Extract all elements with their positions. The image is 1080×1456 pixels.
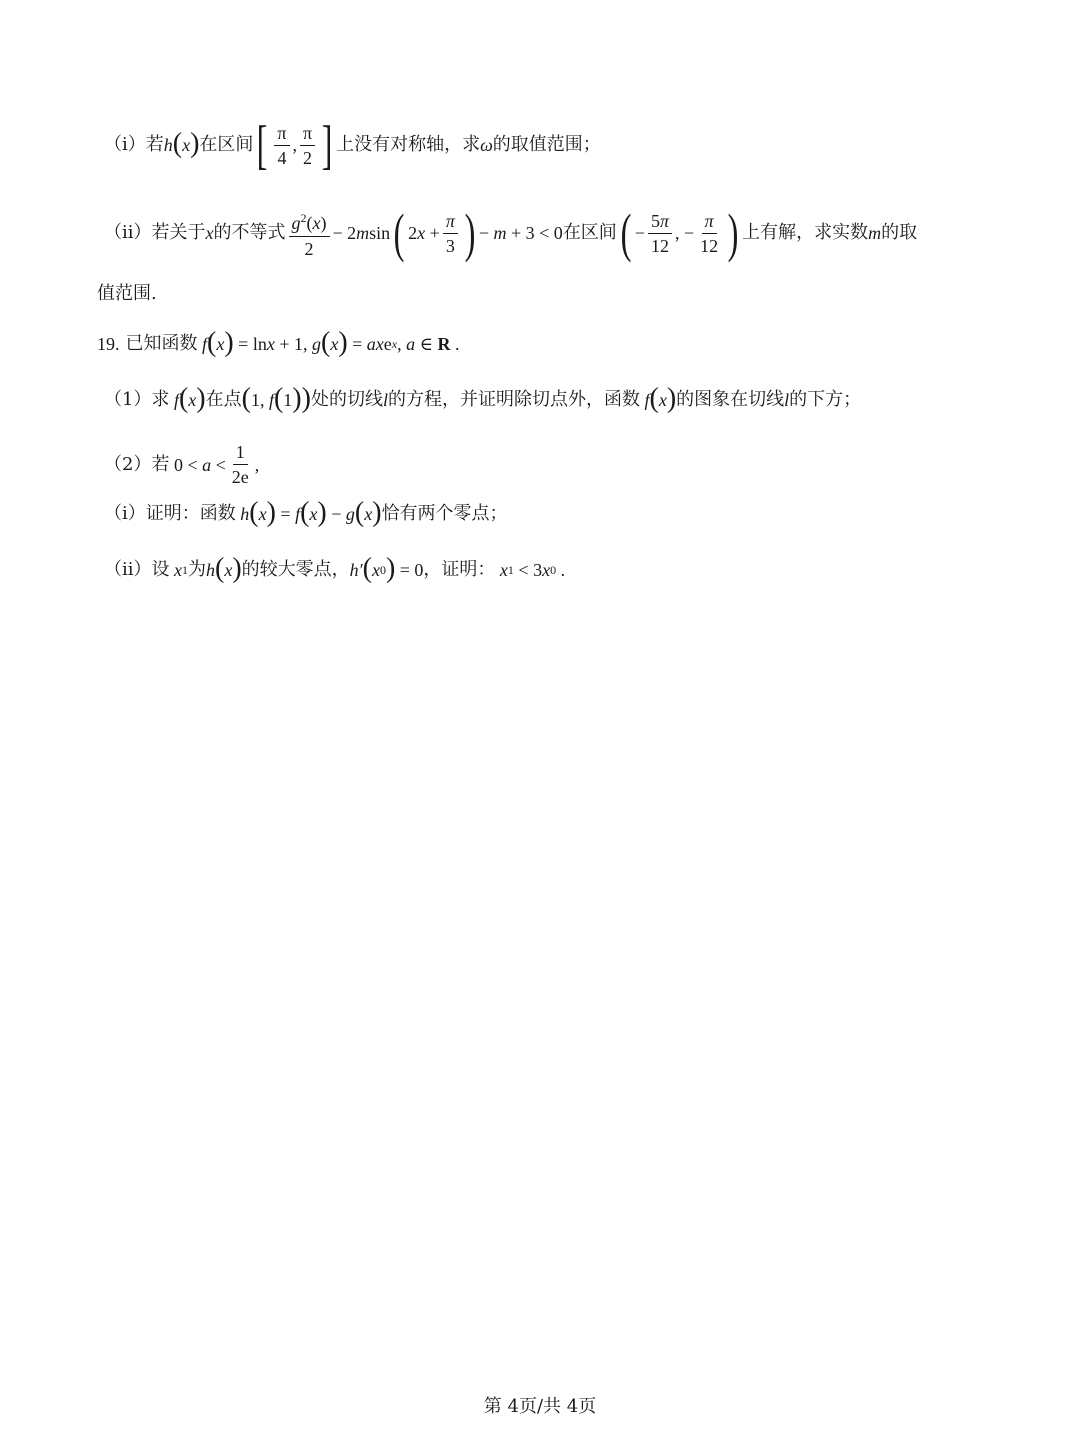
- q19-part-2: （2）若 0 < a < $\frac{1}{2e}$ ,: [104, 442, 260, 487]
- q19-part-2-ii: （ii）设 x 1 为 h ( x ) 的较大零点， h′ ( x 0 ) = 0 ，证明： x 1 < 3 x 0 .: [104, 553, 566, 584]
- q19-part-1: （1）求 f ( x ) 在点 ( 1, f ( 1 ) ) 处的切线 l 的方程，并证明除切点外，函数 f ( x ) 的图象在切线 l 的下方；: [104, 383, 862, 414]
- fraction-pi-12: $\frac{\pi}{12}$: [700, 210, 719, 256]
- q18-part-i-text1: 在区间: [199, 134, 254, 155]
- q18-part-i-label: （i）若: [104, 134, 164, 155]
- math-omega: ω: [480, 135, 493, 155]
- left-bracket: [: [257, 115, 268, 175]
- q18-part-ii-text2: 在区间: [562, 222, 617, 243]
- fraction-1-over-2e: $\frac{1}{2e}$: [231, 442, 249, 487]
- q18-part-ii-label: （ii）若关于: [104, 222, 206, 243]
- q19-number: 19.: [97, 334, 120, 354]
- q18-part-ii-text3: 上有解，求实数: [742, 222, 869, 243]
- q19-part-2-i: （i）证明：函数 h ( x ) = f ( x ) − g ( x ) 恰有两个零点；: [104, 497, 508, 528]
- right-bracket: ]: [321, 115, 333, 175]
- q18-part-i: （i）若 h ( x ) 在区间 [ $\frac{\pi}{4}$ , $\frac{\pi}{2}$ ] 上没有对称轴，求 ω 的取值范围；: [104, 115, 601, 175]
- q19-stem: 19. 已知函数 f ( x ) = ln x + 1, g ( x ) = ax e x , a ∈ R .: [97, 327, 460, 358]
- q18-part-i-text2: 上没有对称轴，求: [336, 134, 481, 155]
- fraction-pi-4: $\frac{\pi}{4}$: [274, 123, 289, 168]
- fraction-pi-3: $\frac{\pi}{3}$: [443, 211, 458, 256]
- fraction-pi-2: $\frac{\pi}{2}$: [300, 123, 315, 168]
- math-h-x: h: [163, 135, 173, 155]
- q18-part-ii: （ii）若关于 x 的不等式 $\frac{g^2(x)}{2}$ − 2 m sin ( 2 x + $\frac{\pi}{3}$ ) − m + 3 < 0 在区间 ( − $\frac{5\pi}{12}$ , − $\frac{\pi}{12}$ ) 上有解，求实数 m 的取: [104, 203, 918, 263]
- fraction-g2x-over-2: $\frac{g^2(x)}{2}$: [289, 208, 330, 259]
- q18-part-ii-text4: 的取: [881, 222, 918, 243]
- q18-part-ii-text1: 的不等式: [213, 222, 286, 243]
- page-footer: 第 4页/共 4页: [483, 1396, 597, 1417]
- q18-part-i-text3: 的取值范围；: [492, 134, 601, 155]
- q18-part-ii-continuation: 值范围.: [97, 283, 157, 304]
- fraction-5pi-12: $\frac{5\pi}{12}$: [648, 211, 672, 256]
